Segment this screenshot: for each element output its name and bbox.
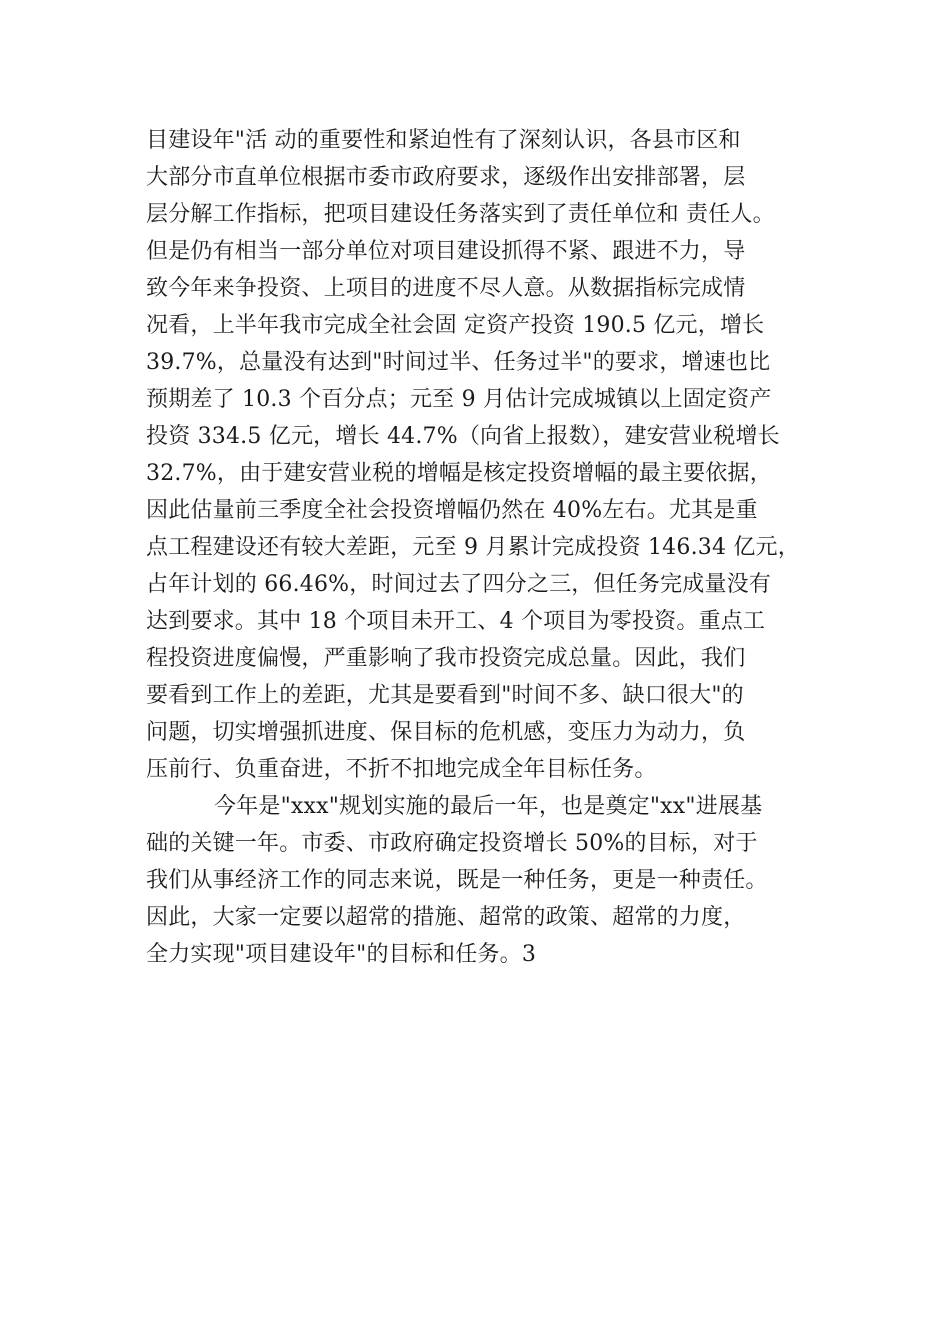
text-line: 因此，大家一定要以超常的措施、超常的政策、超常的力度， [146,905,746,930]
text-line: 大部分市直单位根据市委市政府要求，逐级作出安排部署，层 [146,165,746,190]
text-line: 投资 334.5 亿元，增长 44.7%（向省上报数），建安营业税增长 [146,424,780,449]
text-line: 层分解工作指标，把项目建设任务落实到了责任单位和 责任人。 [146,202,775,227]
text-line: 但是仍有相当一部分单位对项目建设抓得不紧、跟进不力，导 [146,239,746,264]
text-line: 问题，切实增强抓进度、保目标的危机感，变压力为动力，负 [146,720,746,745]
paragraph-2 [146,788,826,973]
text-line: 础的关键一年。市委、市政府确定投资增长 50%的目标，对于 [146,831,758,856]
text-line: 全力实现"项目建设年"的目标和任务。3 [146,942,537,967]
text-line: 32.7%，由于建安营业税的增幅是核定投资增幅的最主要依据， [146,461,772,486]
text-line: 预期差了 10.3 个百分点；元至 9 月估计完成城镇以上固定资产 [146,387,772,412]
text-line: 况看，上半年我市完成全社会固 定资产投资 190.5 亿元，增长 [146,313,765,338]
text-line: 今年是"xxx"规划实施的最后一年，也是奠定"xx"进展基 [214,794,763,819]
text-line: 点工程建设还有较大差距，元至 9 月累计完成投资 146.34 亿元， [146,535,800,560]
document-body [146,122,826,973]
text-line: 占年计划的 66.46%，时间过去了四分之三，但任务完成量没有 [146,572,772,597]
text-line: 程投资进度偏慢，严重影响了我市投资完成总量。因此，我们 [146,646,746,671]
text-line: 因此估量前三季度全社会投资增幅仍然在 40%左右。尤其是重 [146,498,758,523]
text-line: 我们从事经济工作的同志来说，既是一种任务，更是一种责任。 [146,868,768,893]
text-line: 压前行、负重奋进，不折不扣地完成全年目标任务。 [146,757,657,782]
text-line: 39.7%，总量没有达到"时间过半、任务过半"的要求，增速也比 [146,350,771,375]
paragraph-1 [146,122,826,788]
text-line: 达到要求。其中 18 个项目未开工、4 个项目为零投资。重点工 [146,609,766,634]
text-line: 致今年来争投资、上项目的进度不尽人意。从数据指标完成情 [146,276,746,301]
text-line: 要看到工作上的差距，尤其是要看到"时间不多、缺口很大"的 [146,683,744,708]
text-line: 目建设年"活 动的重要性和紧迫性有了深刻认识，各县市区和 [146,128,741,153]
